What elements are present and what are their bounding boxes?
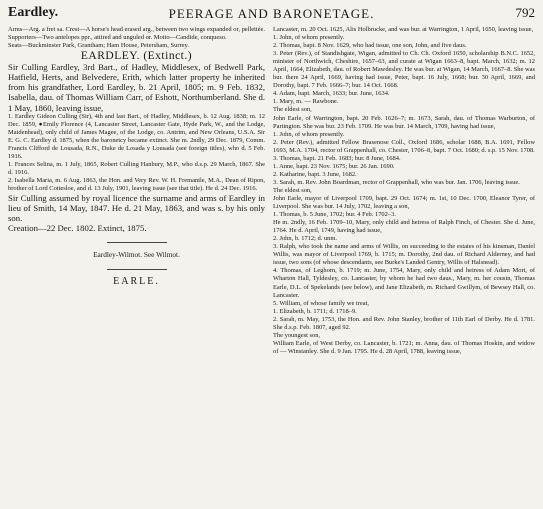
arms-blazon: Arms—Arg. a fret sa. Crest—A horse's head erased arg., between two wings expanded or, pellettée. Supporters—Two antelopes ppr., attired and unguled or. Motto—Candide, conqueso. xyxy=(8,26,265,42)
genealogy-paragraph: John Earle, of Warrington, bapt. 20 Feb. 1626–7; m. 1673, Sarah, dau. of Thomas Warburton, of Partington. She was bur. 23 Feb. 1709. He was bur. 14 March, 1709, having had issue, xyxy=(273,114,535,130)
genealogy-paragraph: 1. John, of whom presently. xyxy=(273,34,345,42)
cross-reference: Eardley-Wilmot. See Wilmot. xyxy=(93,250,180,260)
genealogy-paragraph: 2. Katharine, bapt. 3 June, 1682. xyxy=(273,170,357,178)
genealogy-paragraph: William Earle, of West Derby, co. Lancaster, b. 1721; m. Anna, dau. of Thomas Hoskin, and widow of — Winstanley. She d. 9 Jan. 1795. He d. 28 April, 1788, leaving issue, xyxy=(273,339,535,355)
genealogy-paragraph: 4. Adam, bapt. March, 1633; bur. June, 1634. xyxy=(273,90,390,98)
genealogy-paragraph: 2. Peter (Rev.), admitted Fellow Brasenose Coll., Oxford 1686, scholar 1688, B.A. 1691, Fellow 1693, M.A. 1704, rector of Grappenhall, co. Chester, 1706–8, bapt. 7 Oct. 1680; d. s.p. 15 Nov. 1708. xyxy=(273,138,535,154)
genealogy-paragraph: 2. Sarah, m. May, 1753, the Hon. and Rev. John Stanley, brother of 11th Earl of Derby. He d. 1781. She d.s.p. Feb. 1807, aged 92. xyxy=(273,315,535,331)
right-column xyxy=(273,26,535,356)
genealogy-paragraph: 3. Ralph, who took the name and arms of Willis, on succeeding to the estates of his kinsman, Daniel Willis, was mayor of Liverpool 1769, b. 1715; m. Dorothy, 2nd dau. of Richard Alderney, and had issue, two sons (of whose descendants, see Burke's Landed Gentry, Willis of Halsnead). xyxy=(273,243,535,267)
genealogy-paragraph: He m. 2ndly, 16 Feb. 1709–10, Mary, only child and heiress of Ralph Finch, of Chester. She d. June, 1764. He d. April, 1749, having had issue, xyxy=(273,219,535,235)
page-number: 792 xyxy=(515,5,535,20)
genealogy-paragraph: 3. Peter (Rev.), of Standishgate, Wigan, admitted to Ch. Ch. Oxford 1650, scholarship B.N.C. 1652, minister of Northwich, Cheshire, 1657–63, and curate at Wigan 1663–8, bapt. March, 1632; m. 12 April, 1664, Elizabeth, dau. of Robert Mawdesley. He was bur. at Wigan, 14 March, 1667–8. She was bur. there 24 April, 1669, having had issue, Peter, bapt. 16 July, 1668; bur. 30 April, 1669, and Dorothy, bapt. 7 Feb. 1666–7; bur. 14 Oct. 1668. xyxy=(273,50,535,90)
genealogy-paragraph: The eldest son, xyxy=(273,186,312,194)
genealogy-paragraph: 1. John, of whom presently. xyxy=(273,130,345,138)
genealogy-paragraph: 1. Elizabeth, b. 1711; d. 1718–9. xyxy=(273,307,357,315)
running-title: PEERAGE AND BARONETAGE. xyxy=(168,6,375,21)
main-entry: Sir Culling Eardley, 3rd Bart., of Hadley, Middlesex, of Bedwell Park, Hatfield, Herts, and Belvedere, Erith, which latter property he inherited from his grandfather, Lord Eardley, b. 21 April, 1805; m. 9 Feb. 1832, Isabella, dau. of Thomas William Carr, of Eshott, Northumberland. She d. 1 May, 1860, leaving issue, xyxy=(8,62,265,113)
child-entry: 1. Frances Selina, m. 1 July, 1865, Robert Culling Hanbury, M.P., who d.s.p. 29 March, 1867. She d. 1916. xyxy=(8,160,265,176)
genealogy-paragraph: 3. Thomas, bapt. 21 Feb. 1683; bur. 8 June, 1684. xyxy=(273,154,401,162)
genealogy-paragraph: 2. John, b. 1712; d. unm. xyxy=(273,235,338,243)
child-entry: 1. Eardley Gideon Culling (Sir), 4th and last Bart., of Hadley, Middlesex, b. 12 Aug. 1838; m. 12 Dec. 1859, ●Emily Florence (4, Lancaster Street, Lancaster Gate, Hyde Park, W., and the Lodge, Maidenhead), only child of James Magee, of the Lodge, co. Antrim, and New Orleans, U.S.A. Sir E. G. C. Eardley d. 1875, when the baronetcy became extinct. She m. 2ndly, 29 Dec. 1879, Comm. Francis Clifford de Lousada, R.N., Duke de Losada y Lousada (see foreign titles), who d. 5 Feb. 1916. xyxy=(8,112,265,160)
genealogy-paragraph: 4. Thomas, of Leghorn, b. 1719; m. June, 1754, Mary, only child and heiress of Adam Mort, of Wharton Hall, Tyldesley, co. Lancaster, by whom he had two daus., Mary, m. her cousin, Thomas Earle, D.L. of Spekelands (see below), and Jane Elizabeth, m. Richard Gwillym, of Bewsey Hall, co. Lancaster. xyxy=(273,267,535,299)
seats-text: Seats—Buckminster Park, Grantham; Ham House, Petersham, Surrey. xyxy=(8,42,189,50)
genealogy-paragraph: 3. Sarah, m. Rev. John Boardman, rector of Grappenhall, who was bur. Jan. 1706, leaving issue. xyxy=(273,178,520,186)
next-heading-fragment: EARLE. xyxy=(113,275,160,287)
genealogy-paragraph: John Earle, mayor of Liverpool 1709, bapt. 29 Oct. 1674; m. 1st, 10 Dec. 1700, Eleanor Tyrer, of Liverpool. She was bur. 14 July, 1702, leaving a son, xyxy=(273,194,535,211)
genealogy-paragraph: 1. Anne, bapt. 23 Nov. 1675; bur. 26 Jan. 1690. xyxy=(273,162,395,170)
divider-rule xyxy=(107,269,167,270)
divider-rule xyxy=(107,242,167,243)
left-column xyxy=(8,26,265,286)
creation-text: Creation—22 Dec. 1802. Extinct, 1875. xyxy=(8,223,147,234)
genealogy-paragraph: Lancaster, m. 20 Oct. 1625, Alis Holbrucke, and was bur. at Warrington, 1 April, 1650, leaving issue, xyxy=(273,26,534,33)
genealogy-paragraph: 1. Thomas, b. 5 June, 1702; bur. 4 Feb. 1702–3. xyxy=(273,211,396,219)
header-surname: Eardley. xyxy=(8,5,59,20)
page-header xyxy=(8,5,535,21)
genealogy-paragraph: 2. Thomas, bapt. 8 Nov. 1629, who had issue, one son, John, and five daus. xyxy=(273,42,467,50)
genealogy-paragraph: 5. William, of whose family we treat, xyxy=(273,299,369,307)
genealogy-paragraph: 1. Mary, m. — Rawbone. xyxy=(273,98,339,106)
child-entry: 2. Isabella Maria, m. 6 Aug. 1863, the Hon. and Very Rev. W. H. Fremantle, M.A., Dean of Ripon, brother of Lord Cottesloe, and d. 13 July, 1901, leaving issue (see that title). He d. 24 Dec. 1916. xyxy=(8,176,265,193)
royal-licence-text: Sir Culling assumed by royal licence the surname and arms of Eardley in lieu of Smith, 14 May, 1847. He d. 21 May, 1863, and was s. by his only son. xyxy=(8,193,265,224)
genealogy-paragraph: The eldest son, xyxy=(273,106,312,114)
genealogy-paragraph: The youngest son, xyxy=(273,331,321,339)
section-title: EARDLEY. (Extinct.) xyxy=(80,50,193,63)
